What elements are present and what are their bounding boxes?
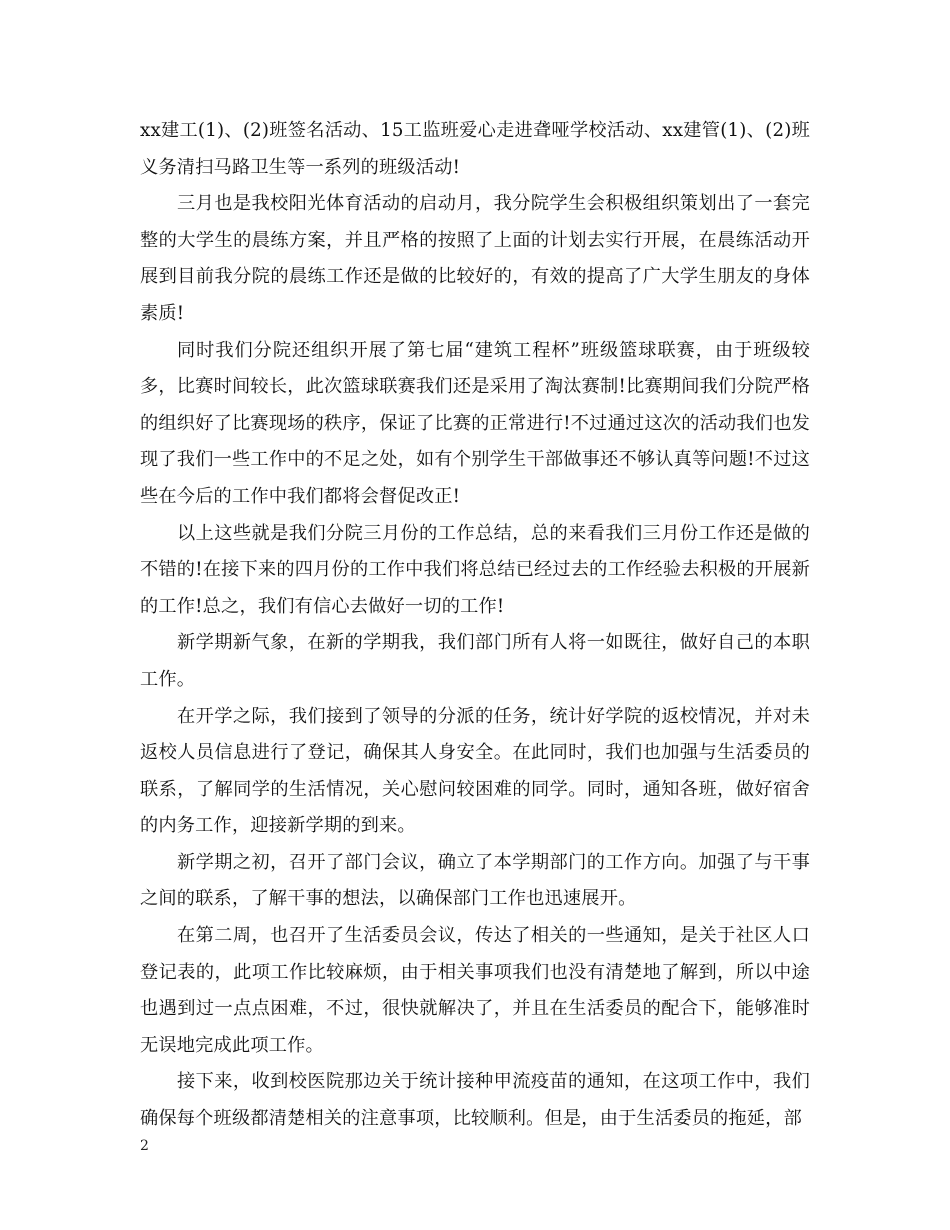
paragraph: 三月也是我校阳光体育活动的启动月，我分院学生会积极组织策划出了一套完整的大学生的晨练方案，并且严格的按照了上面的计划去实行开展，在晨练活动开展到目前我分院的晨练工作还是做的比较好的，有效的提高了广大学生朋友的身体素质! (140, 193, 810, 324)
paragraph: 接下来，收到校医院那边关于统计接种甲流疫苗的通知，在这项工作中，我们确保每个班级都清楚相关的注意事项，比较顺利。但是，由于生活委员的拖延，部 (140, 1071, 810, 1130)
paragraph: 同时我们分院还组织开展了第七届“建筑工程杯”班级篮球联赛，由于班级较多，比赛时间较长，此次篮球联赛我们还是采用了淘汰赛制!比赛期间我们分院严格的组织好了比赛现场的秩序，保证了比赛的正常进行!不过通过这次的活动我们也发现了我们一些工作中的不足之处，如有个别学生干部做事还不够认真等问题!不过这些在今后的工作中我们都将会督促改正! (140, 339, 810, 507)
page-number: 2 (140, 1138, 149, 1154)
paragraph: 在第二周，也召开了生活委员会议，传达了相关的一些通知，是关于社区人口登记表的，此项工作比较麻烦，由于相关事项我们也没有清楚地了解到，所以中途也遇到过一点点困难，不过，很快就解决了，并且在生活委员的配合下，能够准时无误地完成此项工作。 (140, 925, 810, 1056)
paragraph: 新学期新气象，在新的学期我，我们部门所有人将一如既往，做好自己的本职工作。 (140, 632, 810, 690)
paragraph: 在开学之际，我们接到了领导的分派的任务，统计好学院的返校情况，并对未返校人员信息进行了登记，确保其人身安全。在此同时，我们也加强与生活委员的联系，了解同学的生活情况，关心慰问较困难的同学。同时，通知各班，做好宿舍的内务工作，迎接新学期的到来。 (140, 705, 810, 837)
paragraph: 以上这些就是我们分院三月份的工作总结，总的来看我们三月份工作还是做的不错的!在接下来的四月份的工作中我们将总结已经过去的工作经验去积极的开展新的工作!总之，我们有信心去做好一切的工作! (140, 522, 810, 617)
paragraph: xx建工(1)、(2)班签名活动、15工监班爱心走进聋哑学校活动、xx建管(1)、(2)班义务清扫马路卫生等一系列的班级活动! (140, 120, 810, 178)
body-text (140, 113, 810, 1138)
paragraph: 新学期之初，召开了部门会议，确立了本学期部门的工作方向。加强了与干事之间的联系，了解干事的想法，以确保部门工作也迅速展开。 (140, 851, 810, 910)
